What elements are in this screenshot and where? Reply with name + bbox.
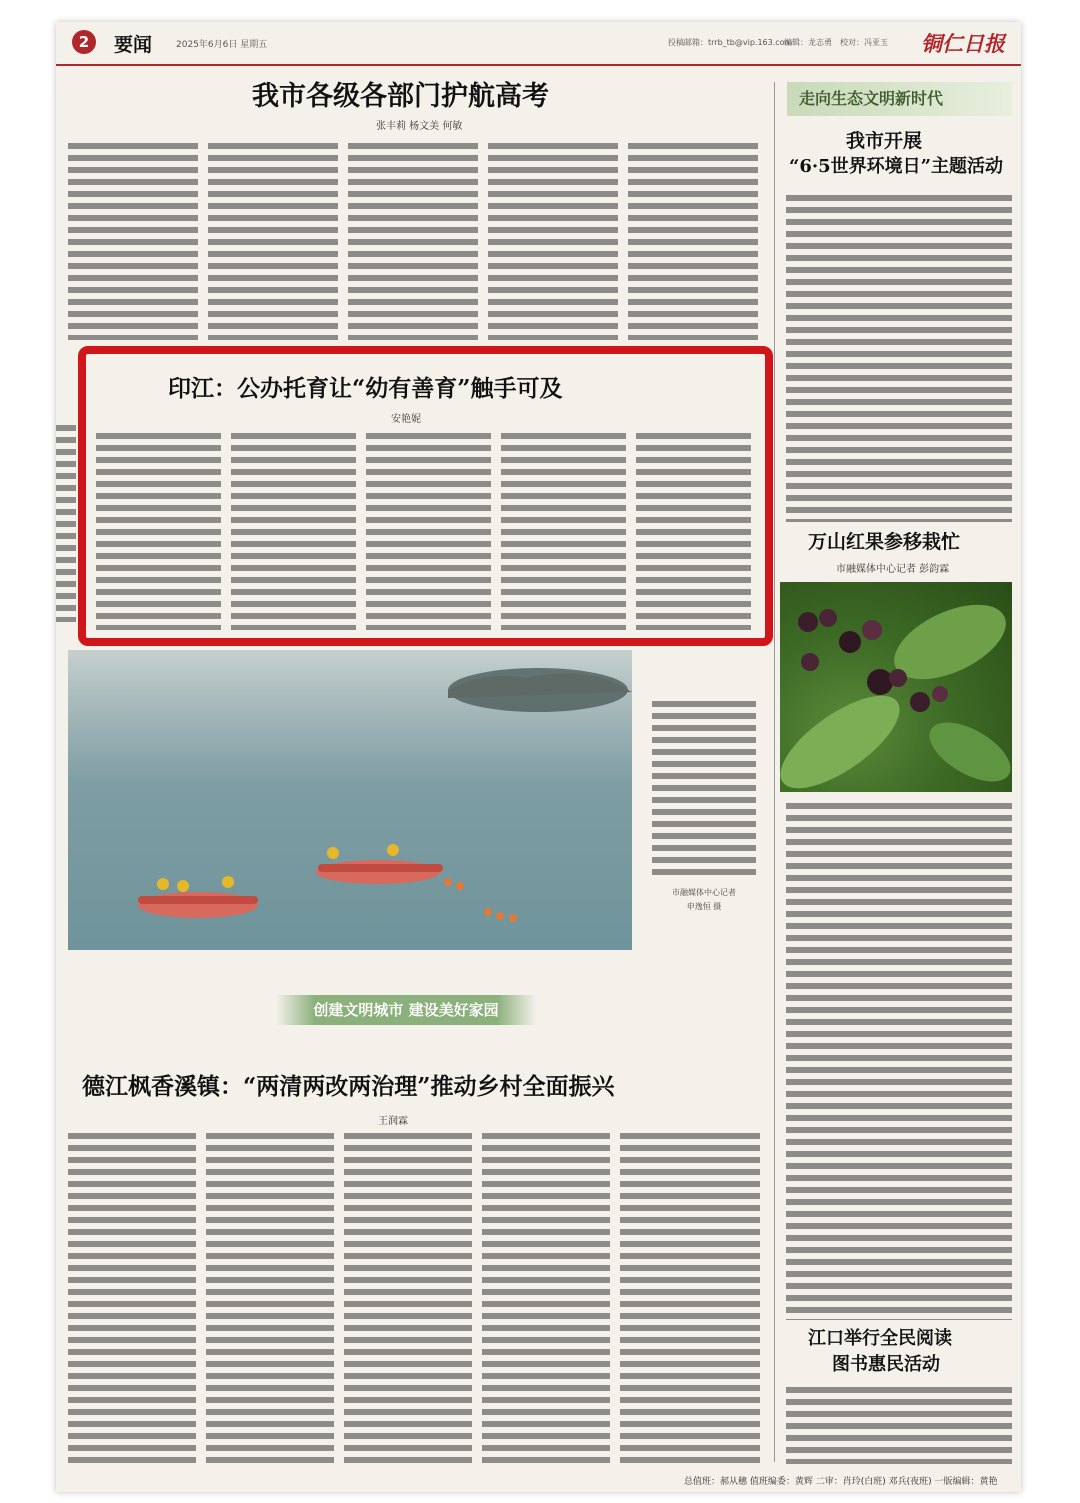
dejiang-headline: 德江枫香溪镇：“两清两改两治理”推动乡村全面振兴 xyxy=(82,1073,615,1100)
column-divider xyxy=(774,82,775,1462)
submission-email: 投稿邮箱：trrb_tb@vip.163.com xyxy=(668,38,793,47)
environment-headline-line2: “6·5世界环境日”主题活动 xyxy=(789,156,1004,177)
highlight-column-1 xyxy=(96,430,221,630)
civilization-banner: 创建文明城市 建设美好家园 xyxy=(276,995,536,1025)
issue-date: 2025年6月6日 星期五 xyxy=(176,40,268,50)
footer-credits: 总值班：郝从穗 值班编委：黄辉 二审：肖玲(白班) 邓兵(夜班) 一版编辑：黄艳 xyxy=(684,1477,998,1487)
page-number-badge: 2 xyxy=(72,30,96,54)
gaokao-column-5 xyxy=(628,140,758,340)
dejiang-column-2 xyxy=(206,1130,334,1465)
highlight-column-4 xyxy=(501,430,626,630)
editor-name: 编辑：龙志勇 xyxy=(784,38,832,47)
photo-credit-line1: 市融媒体中心记者 xyxy=(672,888,736,897)
environment-body xyxy=(786,192,1012,522)
dejiang-column-4 xyxy=(482,1130,610,1465)
dejiang-byline: 王润霖 xyxy=(378,1116,408,1127)
photo-credit-line2: 申逸恒 摄 xyxy=(686,902,722,911)
jiangkou-headline-line1: 江口举行全民阅读 xyxy=(808,1328,952,1349)
highlight-column-2 xyxy=(231,430,356,630)
edge-column-fragment xyxy=(56,422,76,622)
jiangkou-headline-line2: 图书惠民活动 xyxy=(832,1354,940,1375)
gaokao-headline: 我市各级各部门护航高考 xyxy=(252,81,549,112)
environment-headline-line1: 我市开展 xyxy=(846,130,923,152)
berries-illustration xyxy=(780,582,1012,792)
wanshan-body xyxy=(786,800,1012,1320)
rescue-drill-illustration xyxy=(68,650,632,950)
highlight-column-5 xyxy=(636,430,751,630)
gaokao-column-2 xyxy=(208,140,338,340)
gaokao-byline: 张丰莉 杨文美 何敏 xyxy=(376,121,463,132)
gaokao-column-4 xyxy=(488,140,618,340)
masthead xyxy=(56,22,1021,66)
gaokao-column-3 xyxy=(348,140,478,340)
gaokao-column-1 xyxy=(68,140,198,340)
proofreader-name: 校对：冯亚玉 xyxy=(840,38,888,47)
newspaper-logo: 铜仁日报 xyxy=(921,31,1005,56)
dejiang-column-1 xyxy=(68,1130,196,1465)
highlight-column-3 xyxy=(366,430,491,630)
berries-photo xyxy=(780,582,1012,792)
dejiang-column-3 xyxy=(344,1130,472,1465)
photo-caption xyxy=(652,698,756,914)
jiangkou-body xyxy=(786,1384,1012,1464)
highlighted-article-frame xyxy=(78,346,773,646)
photo-caption-text xyxy=(652,698,756,878)
ecology-banner: 走向生态文明新时代 xyxy=(787,82,1012,116)
highlight-headline: 印江：公办托育让“幼有善育”触手可及 xyxy=(168,375,563,402)
wanshan-headline: 万山红果参移栽忙 xyxy=(808,531,961,553)
rescue-drill-photo xyxy=(68,650,632,950)
highlight-byline: 安艳妮 xyxy=(391,414,421,425)
section-title: 要闻 xyxy=(114,34,153,56)
wanshan-byline: 市融媒体中心记者 彭韵霖 xyxy=(836,564,950,575)
newspaper-page xyxy=(56,22,1021,1492)
dejiang-column-5 xyxy=(620,1130,760,1465)
